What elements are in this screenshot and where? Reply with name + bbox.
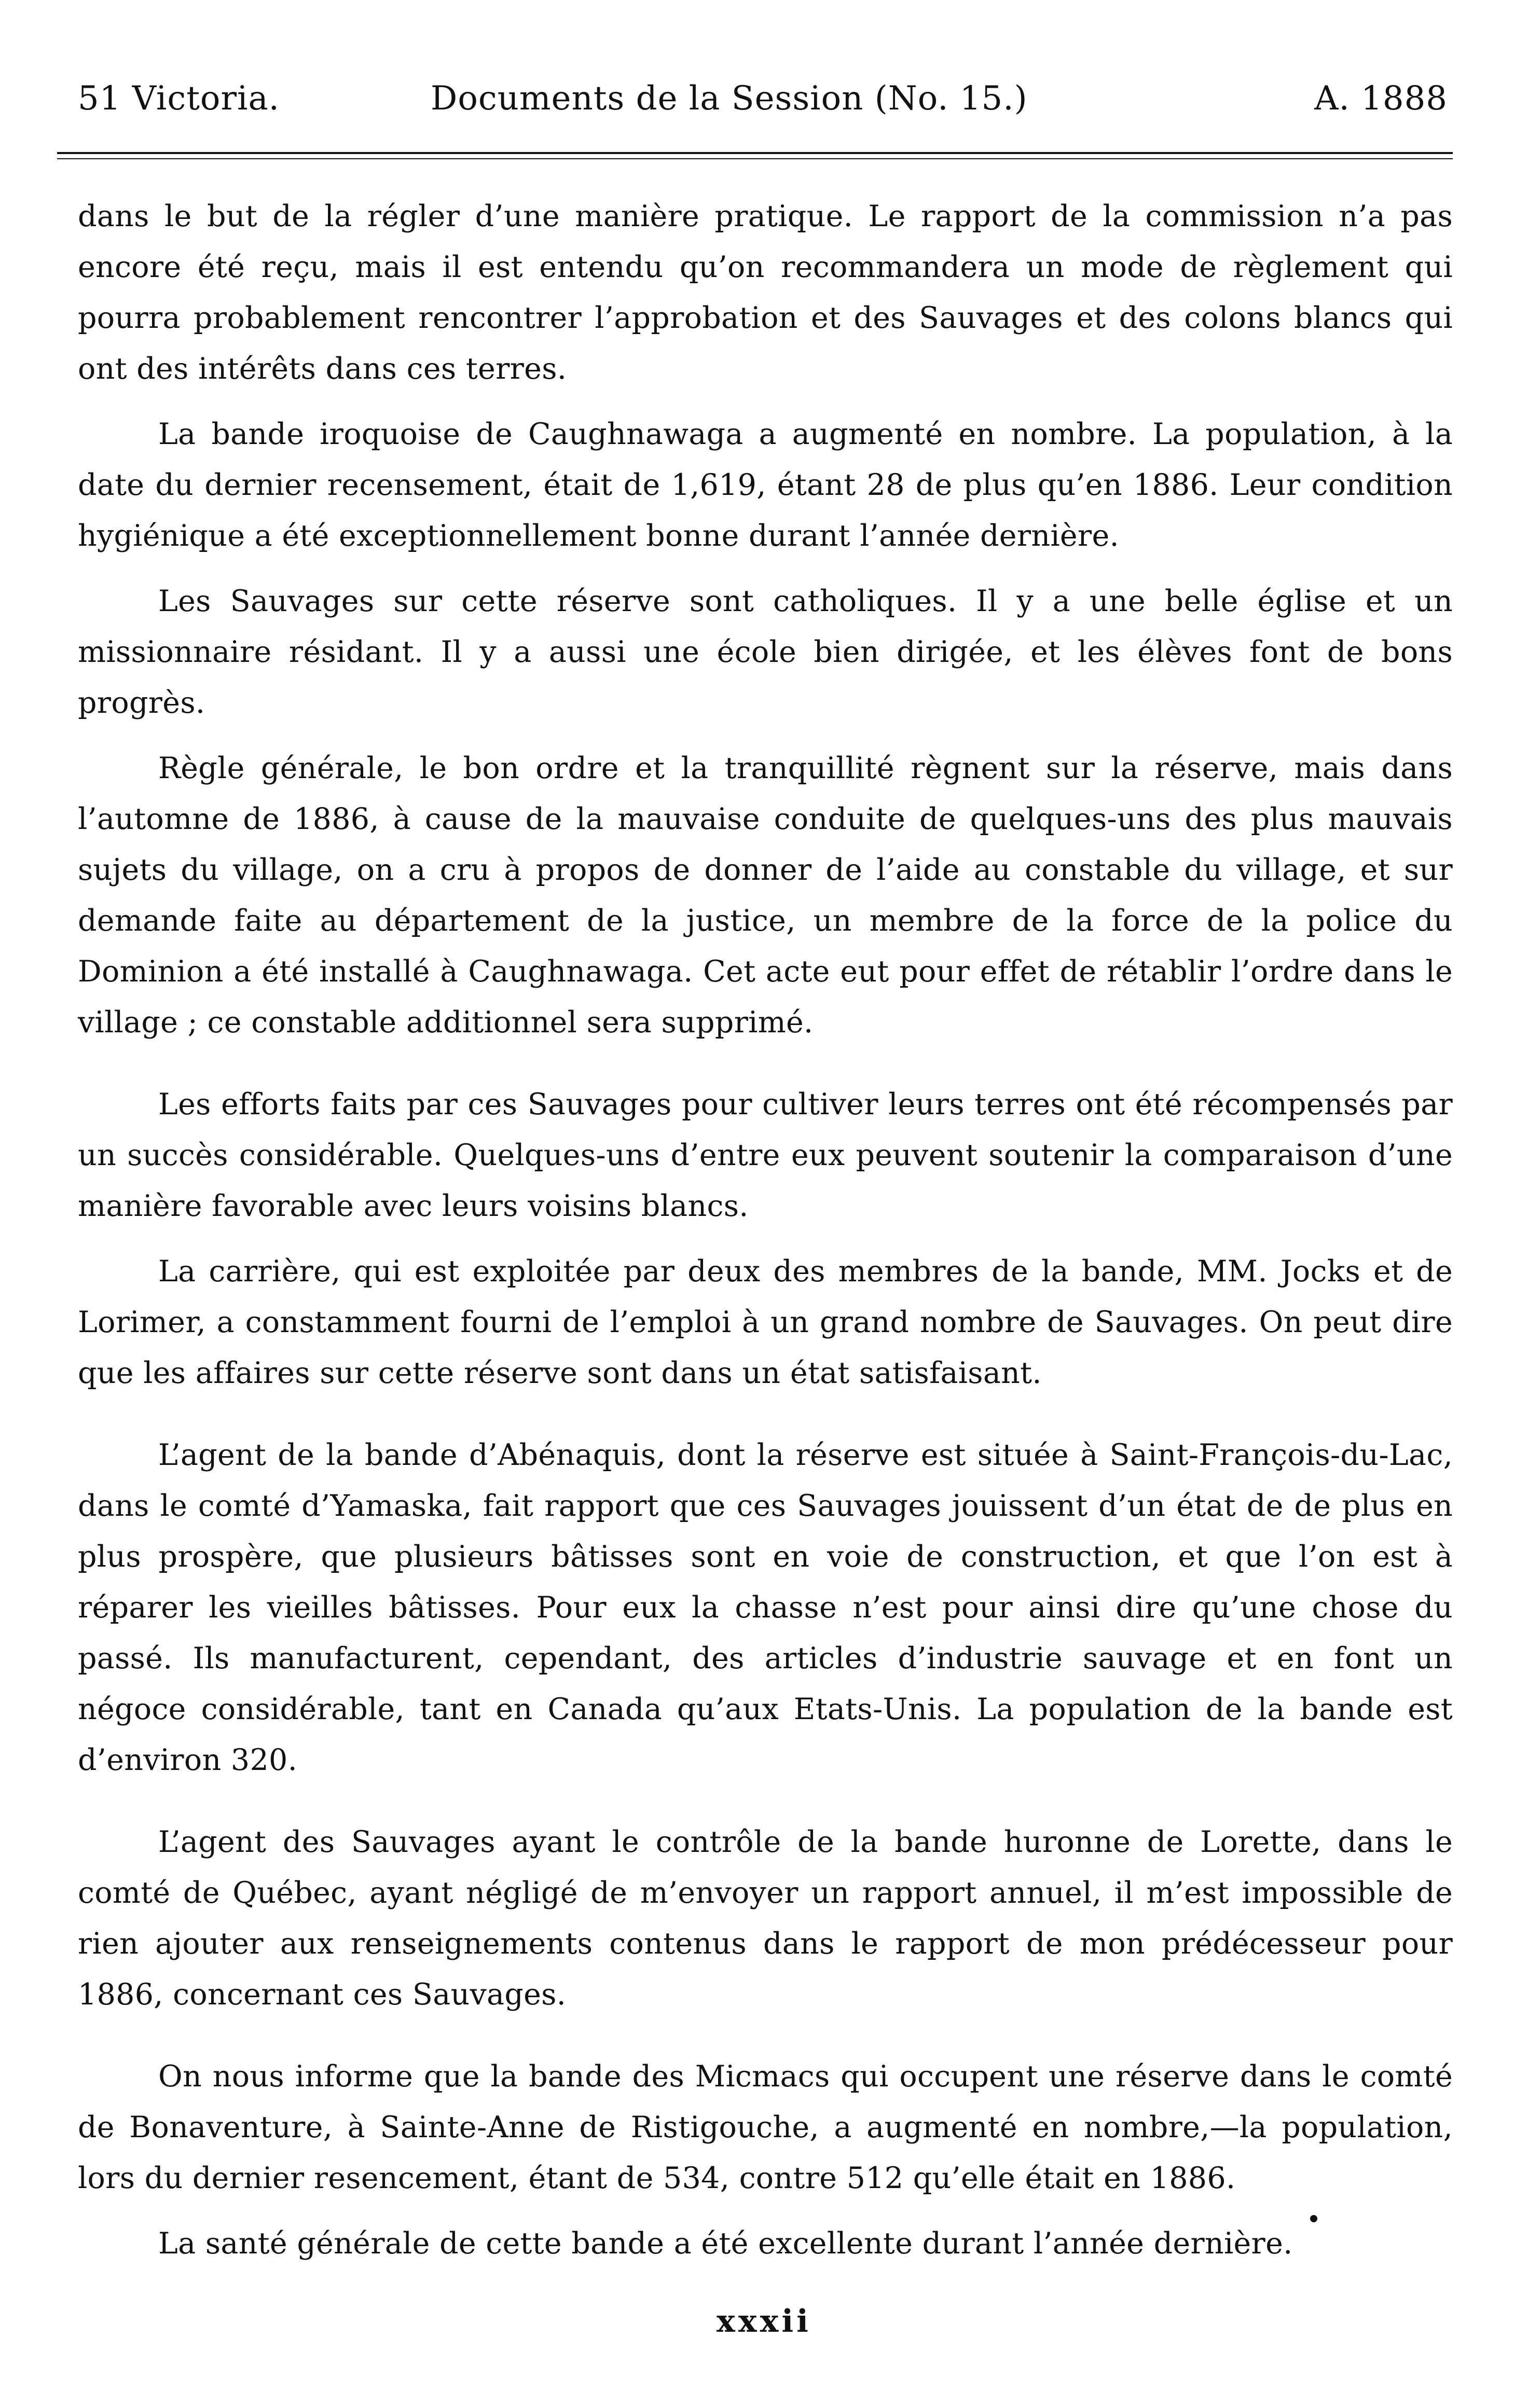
paragraph-6: La carrière, qui est exploitée par deux des membres de la bande, MM. Jocks et de Lorimer, a constamment fourni de l’emploi à un grand nombre de Sauvages. On peut dire que les affaires sur cette réserve sont dans un état satisfaisant. xyxy=(78,1254,1453,1390)
ink-speck xyxy=(1310,2215,1317,2222)
header-rule-thick xyxy=(57,152,1453,154)
paragraph-5: Les efforts faits par ces Sauvages pour cultiver leurs terres ont été récompensés par un succès considérable. Quelques-uns d’entre eux peuvent soutenir la comparaison d’une manière favorable avec leurs voisins blancs. xyxy=(78,1087,1453,1223)
header-volume: 51 Victoria. xyxy=(78,79,280,118)
running-header xyxy=(78,78,1448,119)
paragraph-2: La bande iroquoise de Caughnawaga a augmenté en nombre. La population, à la date du dernier recensement, était de 1,619, étant 28 de plus qu’en 1886. Leur condition hygiénique a été exceptionnellement bonne durant l’année dernière. xyxy=(78,417,1453,553)
paragraph-8: L’agent des Sauvages ayant le contrôle de la bande huronne de Lorette, dans le comté de Québec, ayant négligé de m’envoyer un rapport annuel, il m’est impossible de rien ajouter aux renseignements contenus dans le rapport de mon prédécesseur pour 1886, concernant ces Sauvages. xyxy=(78,1825,1453,2012)
paragraph-4: Règle générale, le bon ordre et la tranquillité règnent sur la réserve, mais dans l’automne de 1886, à cause de la mauvaise conduite de quelques-uns des plus mauvais sujets du village, on a cru à propos de donner de l’aide au constable du village, et sur demande faite au département de la justice, un membre de la force de la police du Dominion a été installé à Caughnawaga. Cet acte eut pour effet de rétablir l’ordre dans le village ; ce constable additionnel sera supprimé. xyxy=(78,751,1453,1040)
header-year: A. 1888 xyxy=(1314,79,1448,118)
body-text xyxy=(78,191,1453,2284)
page-number: xxxii xyxy=(717,2303,811,2340)
header-rule-thin xyxy=(57,158,1453,159)
paragraph-10: La santé générale de cette bande a été excellente durant l’année dernière. xyxy=(158,2226,1293,2261)
paragraph-1: dans le but de la régler d’une manière pratique. Le rapport de la commission n’a pas encore été reçu, mais il est entendu qu’on recommandera un mode de règlement qui pourra probablement rencontrer l’approbation et des Sauvages et des colons blancs qui ont des intérêts dans ces terres. xyxy=(78,199,1453,386)
paragraph-9: On nous informe que la bande des Micmacs qui occupent une réserve dans le comté de Bonaventure, à Sainte-Anne de Ristigouche, a augmenté en nombre,—la population, lors du dernier resencement, étant de 534, contre 512 qu’elle était en 1886. xyxy=(78,2059,1453,2195)
paragraph-3: Les Sauvages sur cette réserve sont catholiques. Il y a une belle église et un missionnaire résidant. Il y a aussi une école bien dirigée, et les élèves font de bons progrès. xyxy=(78,584,1453,720)
header-title: Documents de la Session (No. 15.) xyxy=(431,79,1028,118)
paragraph-7: L’agent de la bande d’Abénaquis, dont la réserve est située à Saint-François-du-Lac, dans le comté d’Yamaska, fait rapport que ces Sauvages jouissent d’un état de de plus en plus prospère, que plusieurs bâtisses sont en voie de construction, et que l’on est à réparer les vieilles bâtisses. Pour eux la chasse n’est pour ainsi dire qu’une chose du passé. Ils manufacturent, cependant, des articles d’industrie sauvage et en font un négoce considérable, tant en Canada qu’aux Etats-Unis. La population de la bande est d’environ 320. xyxy=(78,1438,1453,1777)
page-footer xyxy=(0,2303,1528,2340)
